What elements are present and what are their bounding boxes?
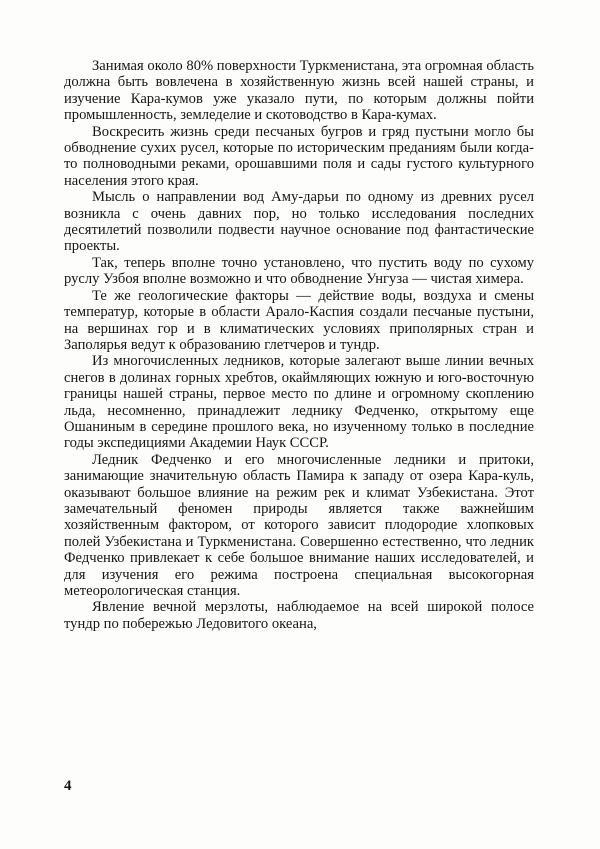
paragraph-1: Занимая около 80% поверхности Туркменистана, эта огромная область должна быть вовлечена в хозяйственную жизнь всей нашей страны, и изучение Кара-кумов уже указало пути, по которым должны пойти промышленность, земледелие и скотоводство в Кара-кумах.	[64, 58, 534, 124]
body-text	[64, 58, 534, 632]
paragraph-5: Те же геологические факторы — действие воды, воздуха и смены температур, которые в области Арало-Каспия создали песчаные пустыни, на вершинах гор и в климатических условиях приполярных стран и Заполярья ведут к образованию глетчеров и тундр.	[64, 287, 534, 353]
paragraph-3: Мысль о направлении вод Аму-дарьи по одному из древних русел возникла с очень давних пор, но только исследования последних десятилетий позволили подвести научное основание под фантастические проекты.	[64, 189, 534, 255]
paragraph-6: Из многочисленных ледников, которые залегают выше линии вечных снегов в долинах горных хребтов, окаймляющих южную и юго-восточную границы нашей страны, первое место по длине и огромному скоплению льда, несомненно, принадлежит леднику Федченко, открытому еще Ошаниным в середине прошлого века, но изученному только в последние годы экспедициями Академии Наук СССР.	[64, 353, 534, 452]
paragraph-2: Воскресить жизнь среди песчаных бугров и гряд пустыни могло бы обводнение сухих русел, которые по историческим преданиям были когда-то полноводными реками, орошавшими поля и сады густого культурного населения этого края.	[64, 123, 534, 189]
paragraph-7: Ледник Федченко и его многочисленные ледники и притоки, занимающие значительную область Памира к западу от озера Кара-куль, оказывают большое влияние на режим рек и климат Узбекистана. Этот замечательный феномен природы является также важнейшим хозяйственным фактором, от которого зависит плодородие хлопковых полей Узбекистана и Туркменистана. Совершенно естественно, что ледник Федченко привлекает к себе большое внимание наших исследователей, и для изучения его режима построена специальная высокогорная метеорологическая станция.	[64, 451, 534, 599]
paragraph-4: Так, теперь вполне точно установлено, что пустить воду по сухому руслу Узбоя вполне возможно и что обводнение Унгуза — чистая химера.	[64, 254, 534, 288]
page-number: 4	[64, 778, 72, 794]
paragraph-8: Явление вечной мерзлоты, наблюдаемое на всей широкой полосе тундр по побережью Ледовитого океана,	[64, 599, 534, 632]
